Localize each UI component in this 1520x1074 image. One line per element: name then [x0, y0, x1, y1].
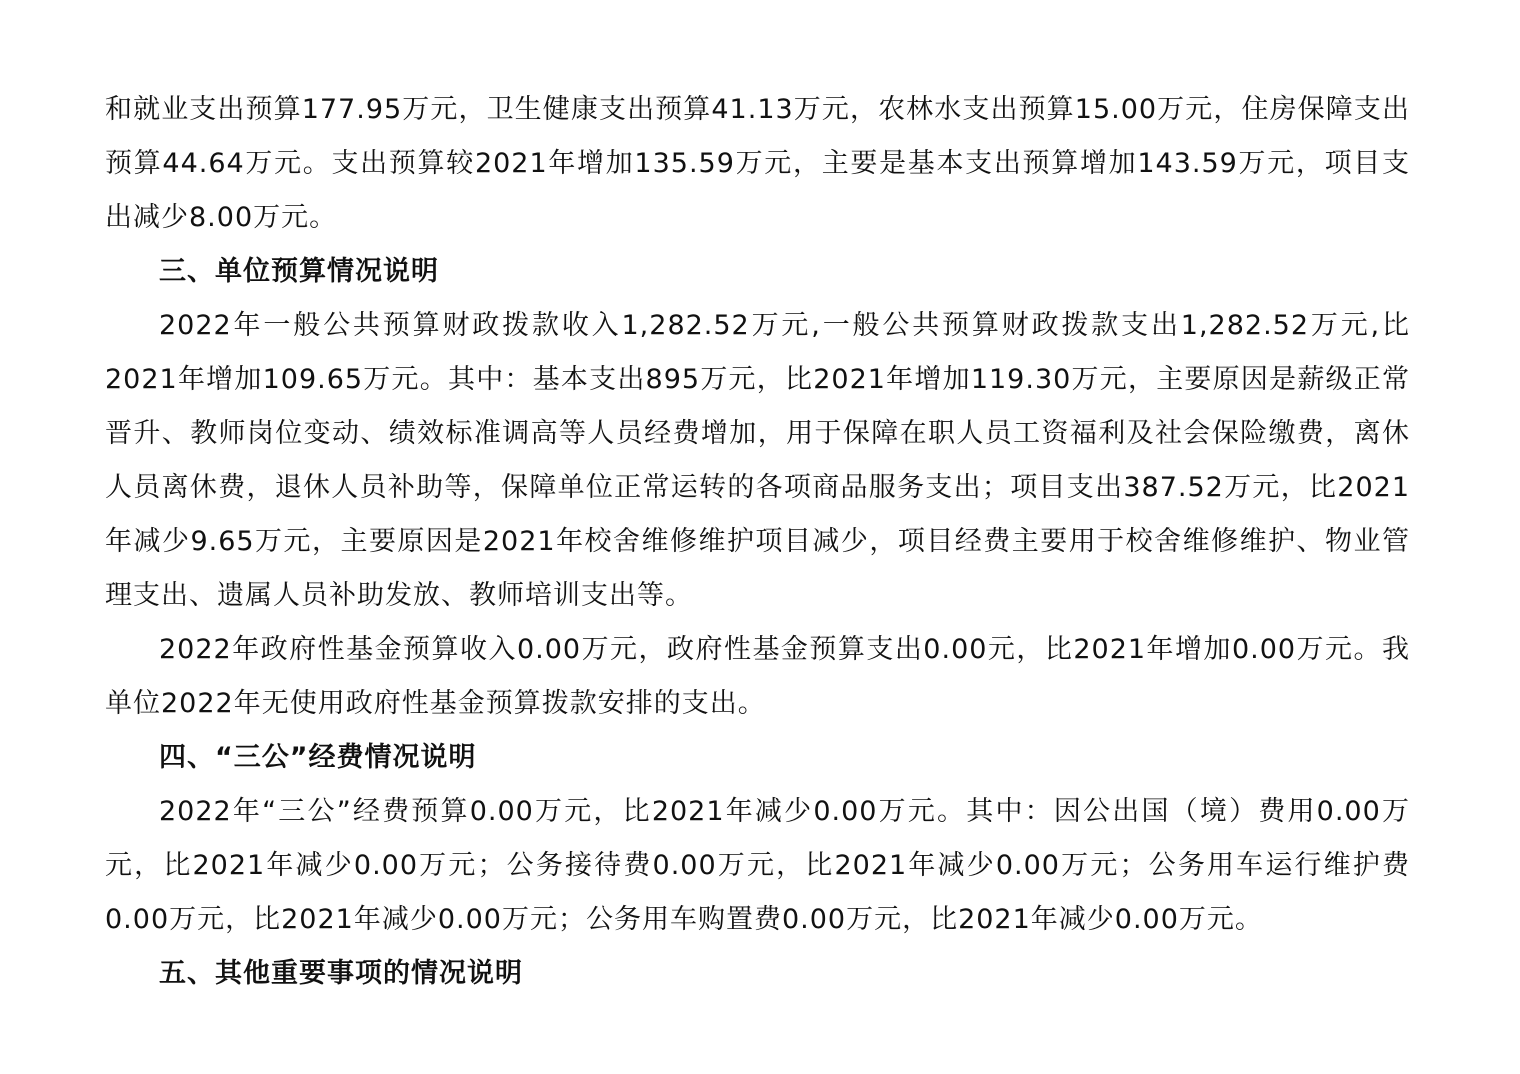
section-3-paragraph-2: 2022年政府性基金预算收入0.00万元，政府性基金预算支出0.00元，比2021年增加0.00万元。我单位2022年无使用政府性基金预算拨款安排的支出。: [105, 634, 1410, 719]
continued-paragraph: 和就业支出预算177.95万元，卫生健康支出预算41.13万元，农林水支出预算15.00万元，住房保障支出预算44.64万元。支出预算较2021年增加135.59万元，主要是基本支出预算增加143.59万元，项目支出减少8.00万元。: [105, 94, 1410, 233]
section-3-paragraph-1: 2022年一般公共预算财政拨款收入1,282.52万元,一般公共预算财政拨款支出1,282.52万元,比2021年增加109.65万元。其中：基本支出895万元，比2021年增加119.30万元，主要原因是薪级正常晋升、教师岗位变动、绩效标准调高等人员经费增加，用于保障在职人员工资福利及社会保险缴费，离休人员离休费，退休人员补助等，保障单位正常运转的各项商品服务支出；项目支出387.52万元，比2021年减少9.65万元，主要原因是2021年校舍维修维护项目减少，项目经费主要用于校舍维修维护、物业管理支出、遗属人员补助发放、教师培训支出等。: [105, 310, 1410, 611]
section-4-heading: 四、“三公”经费情况说明: [159, 742, 477, 773]
section-5-heading: 五、其他重要事项的情况说明: [159, 958, 523, 989]
section-3-heading: 三、单位预算情况说明: [159, 256, 439, 287]
document-body: [105, 83, 1410, 1001]
section-4-paragraph-1: 2022年“三公”经费预算0.00万元，比2021年减少0.00万元。其中：因公出国（境）费用0.00万元，比2021年减少0.00万元；公务接待费0.00万元，比2021年减少0.00万元；公务用车运行维护费0.00万元，比2021年减少0.00万元；公务用车购置费0.00万元，比2021年减少0.00万元。: [105, 796, 1410, 935]
